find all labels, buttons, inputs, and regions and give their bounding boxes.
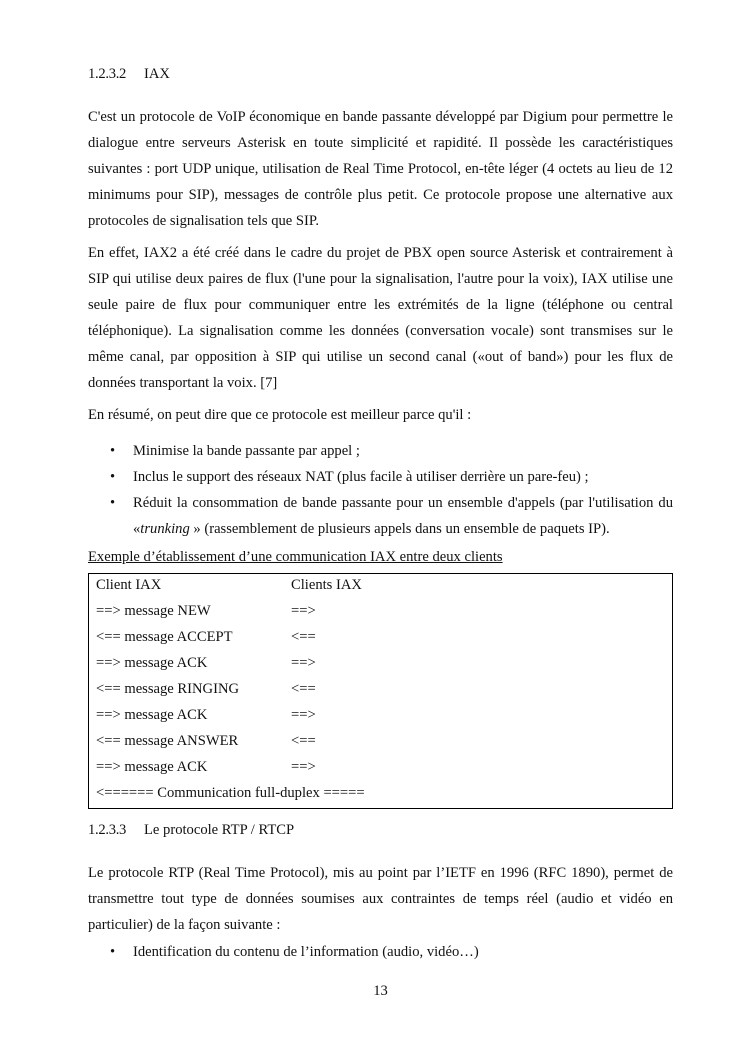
paragraph: C'est un protocole de VoIP économique en bande passante développé par Digium pour permettre le dialogue entre serveurs Asterisk en toute simplicité et rapidité. Il possède les caractéristiques suivantes : port UDP unique, utilisation de Real Time Protocol, en-tête léger (4 octets au lieu de 12 minimums pour SIP), messages de contrôle plus petit. Ce protocole propose une alternative aux protocoles de signalisation tels que SIP. (88, 109, 673, 229)
exchange-row (89, 652, 672, 678)
rtp-list (88, 939, 673, 965)
exchange-client: <== message ACCEPT (96, 629, 233, 645)
advantages-list (88, 438, 673, 542)
exchange-server: ==> (291, 603, 316, 619)
exchange-row (89, 704, 672, 730)
exchange-row (89, 626, 672, 652)
list-item: • Inclus le support des réseaux NAT (plus facile à utiliser derrière un pare-feu) ; (88, 464, 673, 490)
exchange-server: <== (291, 733, 316, 749)
exchange-row (89, 730, 672, 756)
list-item: • Identification du contenu de l’information (audio, vidéo…) (88, 939, 673, 965)
iax-exchange-box (88, 573, 673, 809)
exchange-client: ==> message ACK (96, 655, 208, 671)
bullet-icon: • (110, 495, 116, 511)
list-item: • Réduit la consommation de bande passante pour un ensemble d'appels (par l'utilisation du «trunking » (rassemblement de plusieurs appels dans un ensemble de paquets IP). (88, 490, 673, 542)
exchange-client: Client IAX (96, 577, 162, 593)
exchange-client: <== message ANSWER (96, 733, 239, 749)
paragraph: En effet, IAX2 a été créé dans le cadre du projet de PBX open source Asterisk et contrairement à SIP qui utilise deux paires de flux (l'une pour la signalisation, l'autre pour la voix), IAX utilise une seule paire de flux pour communiquer entre les extrémités de la ligne (téléphone ou central téléphonique). La signalisation comme les données (conversation vocale) sont transmises sur le même canal, par opposition à SIP qui utilise un second canal («out of band») pour les flux de données transportant la voix. [7] (88, 245, 673, 391)
list-item: • Minimise la bande passante par appel ; (88, 438, 673, 464)
example-caption: Exemple d’établissement d’une communication IAX entre deux clients (88, 549, 503, 565)
bullet-icon: • (110, 443, 116, 459)
exchange-client: ==> message ACK (96, 759, 208, 775)
iax-description (88, 104, 673, 542)
exchange-row (89, 574, 672, 600)
section-title: Le protocole RTP / RTCP (144, 822, 295, 838)
paragraph: Le protocole RTP (Real Time Protocol), mis au point par l’IETF en 1996 (RFC 1890), permet de transmettre tout type de données soumises aux contraintes de temps réel (audio et vidéo en particulier) de la façon suivante : (88, 865, 673, 933)
exchange-server: Clients IAX (291, 577, 362, 593)
page-number: 13 (373, 983, 388, 999)
bullet-icon: • (110, 469, 116, 485)
exchange-row (89, 782, 672, 808)
paragraph: En résumé, on peut dire que ce protocole est meilleur parce qu'il : (88, 407, 472, 423)
exchange-server: ==> (291, 759, 316, 775)
exchange-client: <====== Communication full-duplex ===== (96, 785, 365, 801)
section-title: IAX (144, 66, 170, 82)
exchange-row (89, 756, 672, 782)
section-number: 1.2.3.3 (88, 822, 127, 838)
exchange-server: ==> (291, 655, 316, 671)
section-heading-iax (88, 66, 170, 83)
section-heading-rtp (88, 822, 294, 839)
rtp-description (88, 860, 673, 965)
exchange-row (89, 600, 672, 626)
exchange-server: ==> (291, 707, 316, 723)
exchange-server: <== (291, 629, 316, 645)
exchange-client: ==> message ACK (96, 707, 208, 723)
exchange-server: <== (291, 681, 316, 697)
exchange-client: ==> message NEW (96, 603, 211, 619)
exchange-client: <== message RINGING (96, 681, 240, 697)
exchange-row (89, 678, 672, 704)
bullet-icon: • (110, 944, 116, 960)
section-number: 1.2.3.2 (88, 66, 127, 82)
